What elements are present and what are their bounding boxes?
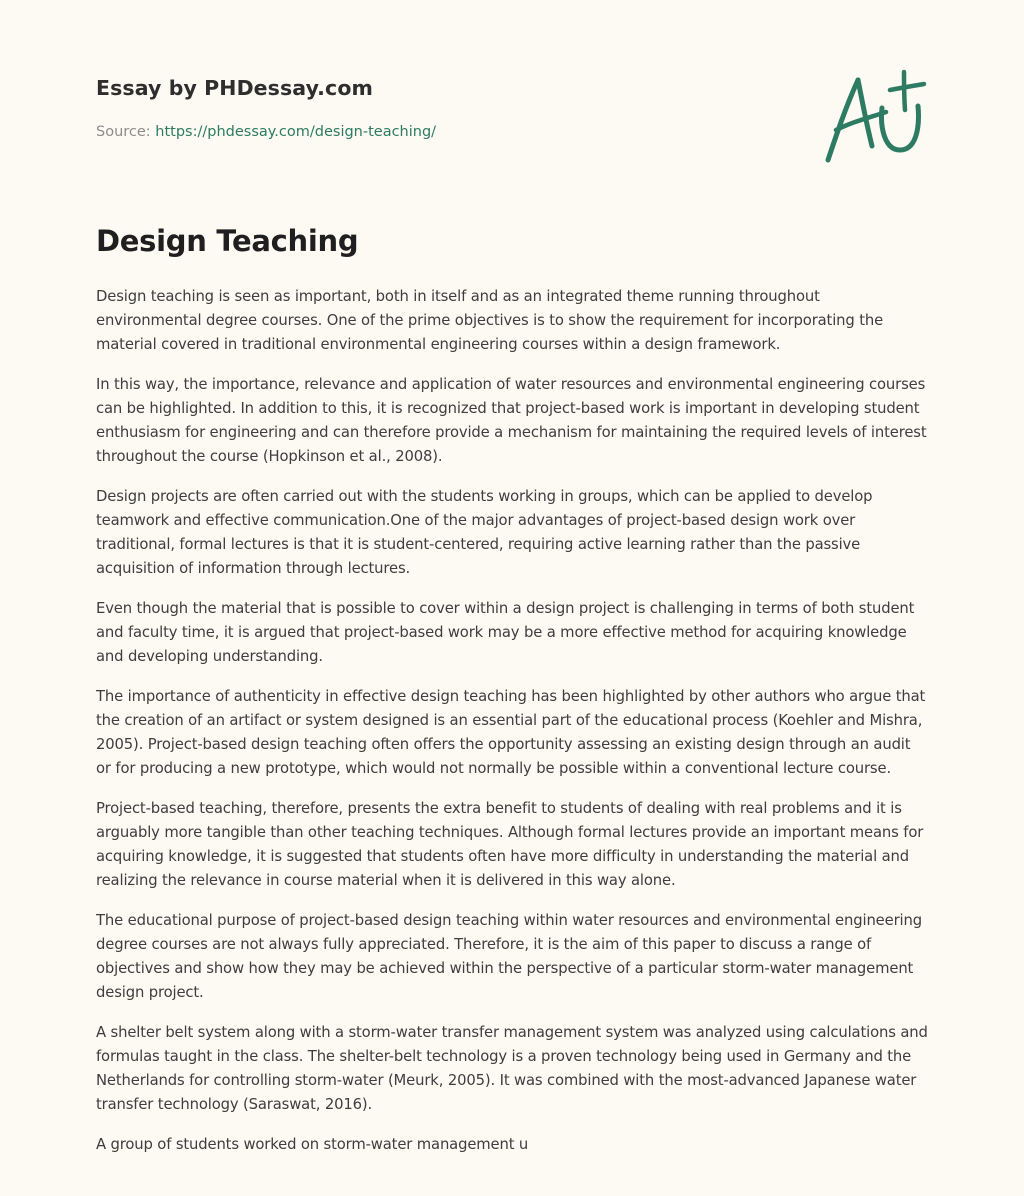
source-link[interactable]: https://phdessay.com/design-teaching/ bbox=[155, 124, 437, 140]
paragraph: Project-based teaching, therefore, presents the extra benefit to students of dealing with real problems and it is arguably more tangible than other teaching techniques. Although formal lectures provide an important means for acquiring knowledge, it is suggested that students often have more difficulty in understanding the material and realizing the relevance in course material when it is delivered in this way alone. bbox=[96, 800, 924, 889]
document-title: Design Teaching bbox=[96, 224, 359, 258]
paragraph: The educational purpose of project-based design teaching within water resources and environmental engineering degree courses are not always fully appreciated. Therefore, it is the aim of this paper to discuss a range of objectives and show how they may be achieved within the perspective of a particular storm-water management design project. bbox=[96, 912, 922, 1001]
document-body bbox=[96, 285, 928, 1173]
a-plus-logo-icon bbox=[822, 66, 928, 166]
paragraph: Design teaching is seen as important, both in itself and as an integrated theme running throughout environmental degree courses. One of the prime objectives is to show the requirement for incorporating the material covered in traditional environmental engineering courses within a design framework. bbox=[96, 288, 884, 353]
paragraph: Even though the material that is possible to cover within a design project is challenging in terms of both student and faculty time, it is argued that project-based work may be a more effective method for acquiring knowledge and developing understanding. bbox=[96, 600, 915, 665]
site-title: Essay by PHDessay.com bbox=[96, 76, 373, 100]
paragraph: Design projects are often carried out with the students working in groups, which can be applied to develop teamwork and effective communication.One of the major advantages of project-based design work over traditional, formal lectures is that it is student-centered, requiring active learning rather than the passive acquisition of information through lectures. bbox=[96, 488, 873, 577]
paragraph: The importance of authenticity in effective design teaching has been highlighted by other authors who argue that the creation of an artifact or system designed is an essential part of the educational process (Koehler and Mishra, 2005). Project-based design teaching often offers the opportunity assessing an existing design through an audit or for producing a new prototype, which would not normally be possible within a conventional lecture course. bbox=[96, 688, 926, 777]
source-line bbox=[96, 124, 436, 140]
source-label: Source: bbox=[96, 124, 156, 140]
paragraph: A shelter belt system along with a storm-water transfer management system was analyzed using calculations and formulas taught in the class. The shelter-belt technology is a proven technology being used in Germany and the Netherlands for controlling storm-water (Meurk, 2005). It was combined with the most-advanced Japanese water transfer technology (Saraswat, 2016). bbox=[96, 1024, 928, 1113]
paragraph: A group of students worked on storm-water management u bbox=[96, 1136, 529, 1153]
paragraph: In this way, the importance, relevance and application of water resources and environmental engineering courses can be highlighted. In addition to this, it is recognized that project-based work is important in developing student enthusiasm for engineering and can therefore provide a mechanism for maintaining the required levels of interest throughout the course (Hopkinson et al., 2008). bbox=[96, 376, 927, 465]
